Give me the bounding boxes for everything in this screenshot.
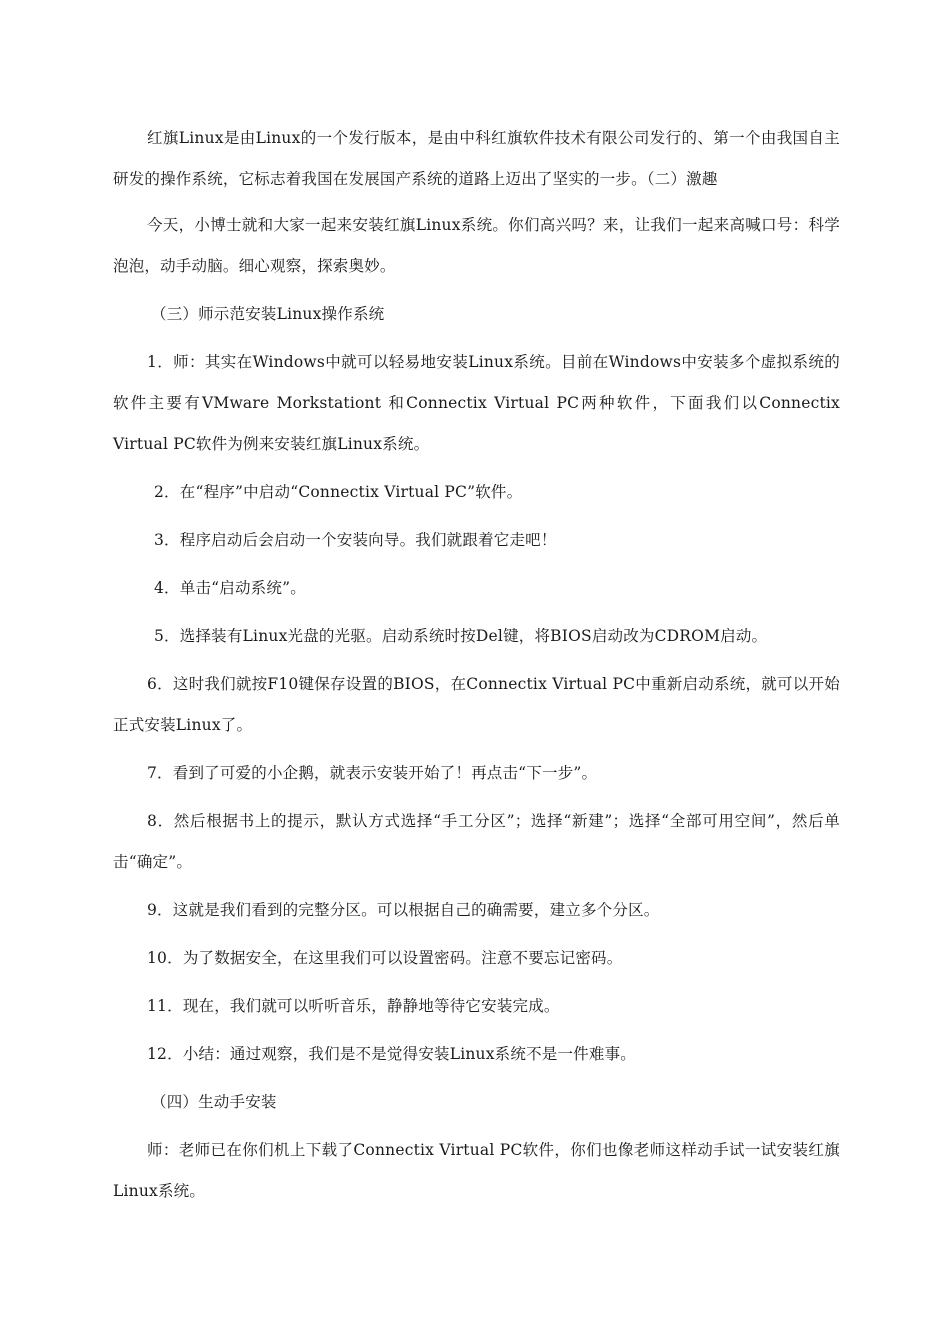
paragraph-step-11: 11．现在，我们就可以听听音乐，静静地等待它安装完成。 — [147, 997, 560, 1015]
section-heading-practice: （四）生动手安装 — [151, 1093, 277, 1111]
paragraph-intro: 红旗Linux是由Linux的一个发行版本，是由中科红旗软件技术有限公司发行的、第一个由我国自主研发的操作系统，它标志着我国在发展国产系统的道路上迈出了坚实的一步。（二）激趣 — [113, 129, 840, 188]
paragraph-step-7: 7．看到了可爱的小企鹅，就表示安装开始了！再点击“下一步”。 — [147, 764, 598, 782]
paragraph-step-6: 6．这时我们就按F10键保存设置的BIOS，在Connectix Virtual PC中重新启动系统，就可以开始正式安装Linux了。 — [113, 675, 840, 734]
paragraph-summary: 12．小结：通过观察，我们是不是觉得安装Linux系统不是一件难事。 — [147, 1045, 636, 1063]
paragraph-step-2: 2．在“程序”中启动“Connectix Virtual PC”软件。 — [154, 483, 523, 501]
section-heading-demo: （三）师示范安装Linux操作系统 — [151, 305, 385, 323]
document-body — [113, 118, 840, 1212]
paragraph-step-5: 5．选择装有Linux光盘的光驱。启动系统时按Del键，将BIOS启动改为CDROM启动。 — [154, 627, 768, 645]
paragraph-step-1: 1．师：其实在Windows中就可以轻易地安装Linux系统。目前在Windows中安装多个虚拟系统的软件主要有VMware Morkstationt 和Connectix Virtual PC两种软件，下面我们以Connectix Virtual PC软件为例来安装红旗Linux系统。 — [113, 353, 840, 453]
paragraph-practice: 师：老师已在你们机上下载了Connectix Virtual PC软件，你们也像老师这样动手试一试安装红旗Linux系统。 — [113, 1141, 840, 1200]
paragraph-step-3: 3．程序启动后会启动一个安装向导。我们就跟着它走吧！ — [154, 531, 557, 549]
paragraph-step-9: 9．这就是我们看到的完整分区。可以根据自己的确需要，建立多个分区。 — [147, 901, 660, 919]
paragraph-step-8: 8．然后根据书上的提示，默认方式选择“手工分区”；选择“新建”；选择“全部可用空间”，然后单击“确定”。 — [113, 812, 840, 871]
paragraph-step-4: 4．单击“启动系统”。 — [154, 579, 306, 597]
paragraph-motivation: 今天，小博士就和大家一起来安装红旗Linux系统。你们高兴吗？来，让我们一起来高喊口号：科学泡泡，动手动脑。细心观察，探索奥妙。 — [113, 216, 840, 275]
paragraph-step-10: 10．为了数据安全，在这里我们可以设置密码。注意不要忘记密码。 — [147, 949, 623, 967]
